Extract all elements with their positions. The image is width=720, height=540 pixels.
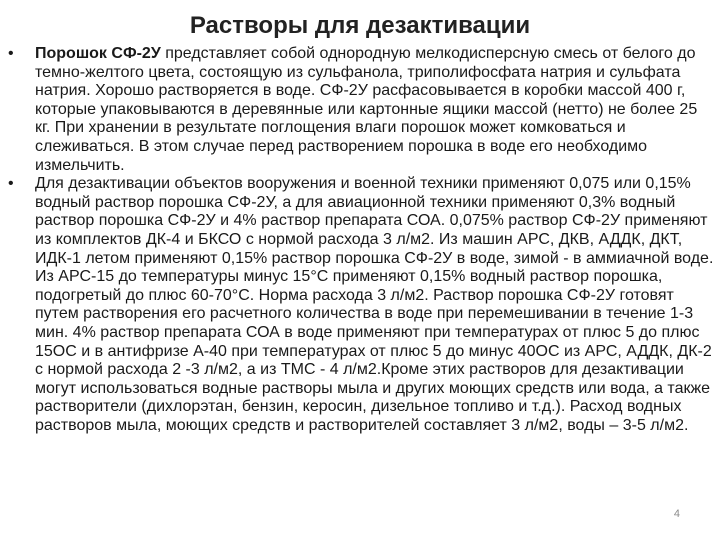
bullet-icon: • bbox=[8, 45, 14, 62]
slide-body bbox=[6, 45, 714, 435]
bullet-item-powder-description bbox=[6, 45, 714, 175]
bullet-lead-term: Порошок СФ-2У bbox=[35, 45, 161, 62]
bullet-icon: • bbox=[8, 175, 14, 193]
bullet-text: представляет собой однородную мелкодисперсную смесь от белого до темно-желтого цвета, состоящую из сульфанола, триполифосфата натрия и сульфата натрия. Хорошо растворяется в воде. СФ-2У расфасовывается в коробки массой 400 г, которые упаковываются в деревянные или картонные ящики массой (нетто) не более 25 кг. При хранении в результате поглощения влаги порошок может комковаться и слеживаться. В этом случае перед растворением порошка в воде его необходимо измельчить. bbox=[35, 45, 698, 174]
bullet-item-decontamination-usage bbox=[6, 175, 714, 435]
page-number: 4 bbox=[673, 508, 680, 520]
bullet-text: Для дезактивации объектов вооружения и военной техники применяют 0,075 или 0,15% водный раствор порошка СФ-2У, а для авиационной техники применяют 0,3% водный раствор порошка СФ-2У и 4% раствор препарата СОА. 0,075% раствор СФ-2У применяют из комплектов ДК-4 и БКСО с нормой расхода 3 л/м2. Из машин АРС, ДКВ, АДДК, ДКТ, ИДК-1 летом применяют 0,15% раствор порошка СФ-2У в воде, зимой - в аммиачной воде. Из АРС-15 до температуры минус 15°С применяют 0,15% водный раствор порошка, подогретый до плюс 60-70°С. Норма расхода 3 л/м2. Раствор порошка СФ-2У готовят путем растворения его расчетного количества в воде при перемешивании в течение 1-3 мин. 4% раствор препарата СОА в воде применяют при температурах от плюс 5 до плюс 15ОС и в антифризе А-40 при температурах от плюс 5 до минус 40ОС из АРС, АДДК, ДК-2 с нормой расхода 2 -3 л/м2, а из ТМС - 4 л/м2.Кроме этих растворов для дезактивации могут использоваться водные растворы мыла и других моющих средств или вода, а также растворители (дихлорэтан, бензин, керосин, дизельное топливо и т.д.). Расход водных растворов мыла, моющих средств и растворителей составляет 3 л/м2, воды – 3-5 л/м2. bbox=[35, 175, 714, 434]
slide-title: Растворы для дезактивации bbox=[189, 12, 531, 39]
